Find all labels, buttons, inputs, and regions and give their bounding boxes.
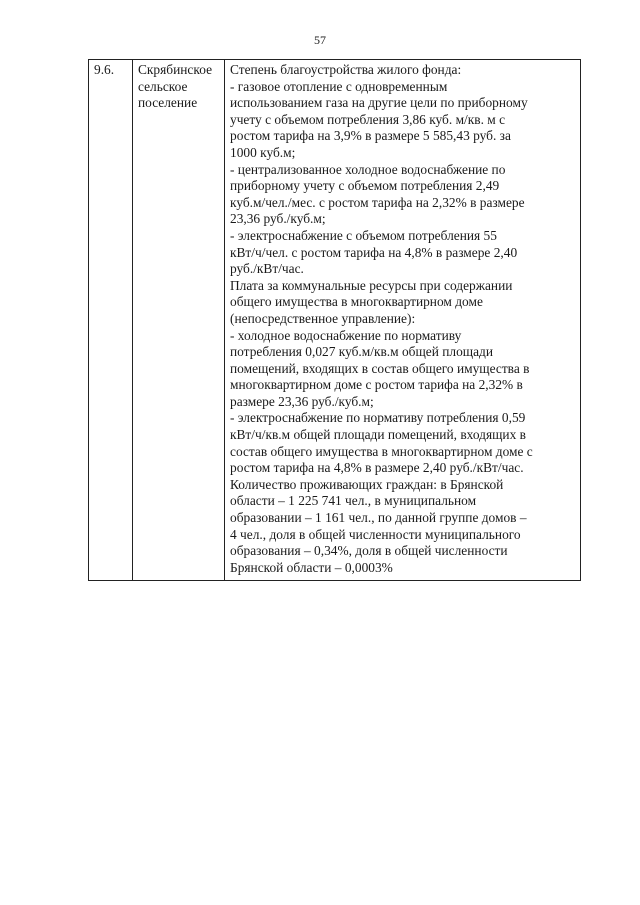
description-line: учету с объемом потребления 3,86 куб. м/кв. м с [230, 111, 506, 127]
description-line: Степень благоустройства жилого фонда: [230, 62, 462, 77]
description-cell [225, 60, 581, 581]
description-line: многоквартирном доме с ростом тарифа на 2,32% в [230, 377, 523, 393]
description-line: приборному учету с объемом потребления 2,49 [230, 178, 500, 194]
description-line: 1000 куб.м; [230, 144, 296, 160]
row-number: 9.6. [94, 62, 115, 77]
table-row [89, 60, 581, 581]
description-line: - электроснабжение с объемом потребления 55 [230, 227, 497, 243]
description-line: - газовое отопление с одновременным [230, 78, 448, 94]
row-number-cell [89, 60, 133, 581]
description-line: кВт/ч/кв.м общей площади помещений, входящих в [230, 427, 526, 443]
description-line: области – 1 225 741 чел., в муниципальном [230, 493, 477, 509]
description-line: - холодное водоснабжение по нормативу [230, 327, 462, 343]
description-line: куб.м/чел./мес. с ростом тарифа на 2,32% в размере [230, 194, 525, 210]
page-number: 57 [314, 33, 326, 47]
description-line: ростом тарифа на 3,9% в размере 5 585,43 руб. за [230, 128, 511, 144]
description-line: руб./кВт/час. [230, 261, 304, 277]
description-line: - централизованное холодное водоснабжение по [230, 161, 506, 177]
settlement-name-cell [133, 60, 225, 581]
tariff-table [88, 59, 581, 581]
settlement-name-line: поселение [138, 95, 198, 111]
description-line: состав общего имущества в многоквартирном доме с [230, 443, 533, 459]
description-line: образовании – 1 161 чел., по данной группе домов – [230, 510, 527, 526]
settlement-name-line: сельское [138, 78, 188, 94]
description-line: - электроснабжение по нормативу потребления 0,59 [230, 410, 526, 426]
description-line: размере 23,36 руб./куб.м; [230, 393, 374, 409]
settlement-name-line: Скрябинское [138, 62, 213, 77]
description-line: 4 чел., доля в общей численности муниципального [230, 526, 521, 542]
description-line: Брянской области – 0,0003% [230, 559, 393, 575]
description-line: потребления 0,027 куб.м/кв.м общей площади [230, 344, 493, 360]
description-line: общего имущества в многоквартирном доме [230, 294, 483, 310]
description-line: использованием газа на другие цели по приборному [230, 95, 528, 111]
description-line: (непосредственное управление): [230, 310, 416, 326]
description-line: 23,36 руб./куб.м; [230, 211, 326, 227]
description-line: Количество проживающих граждан: в Брянской [230, 476, 504, 492]
description-line: образования – 0,34%, доля в общей численности [230, 543, 508, 559]
description-line: Плата за коммунальные ресурсы при содержании [230, 277, 513, 293]
description-line: помещений, входящих в состав общего имущества в [230, 360, 530, 376]
description-line: кВт/ч/чел. с ростом тарифа на 4,8% в размере 2,40 [230, 244, 518, 260]
description-line: ростом тарифа на 4,8% в размере 2,40 руб./кВт/час. [230, 460, 524, 476]
